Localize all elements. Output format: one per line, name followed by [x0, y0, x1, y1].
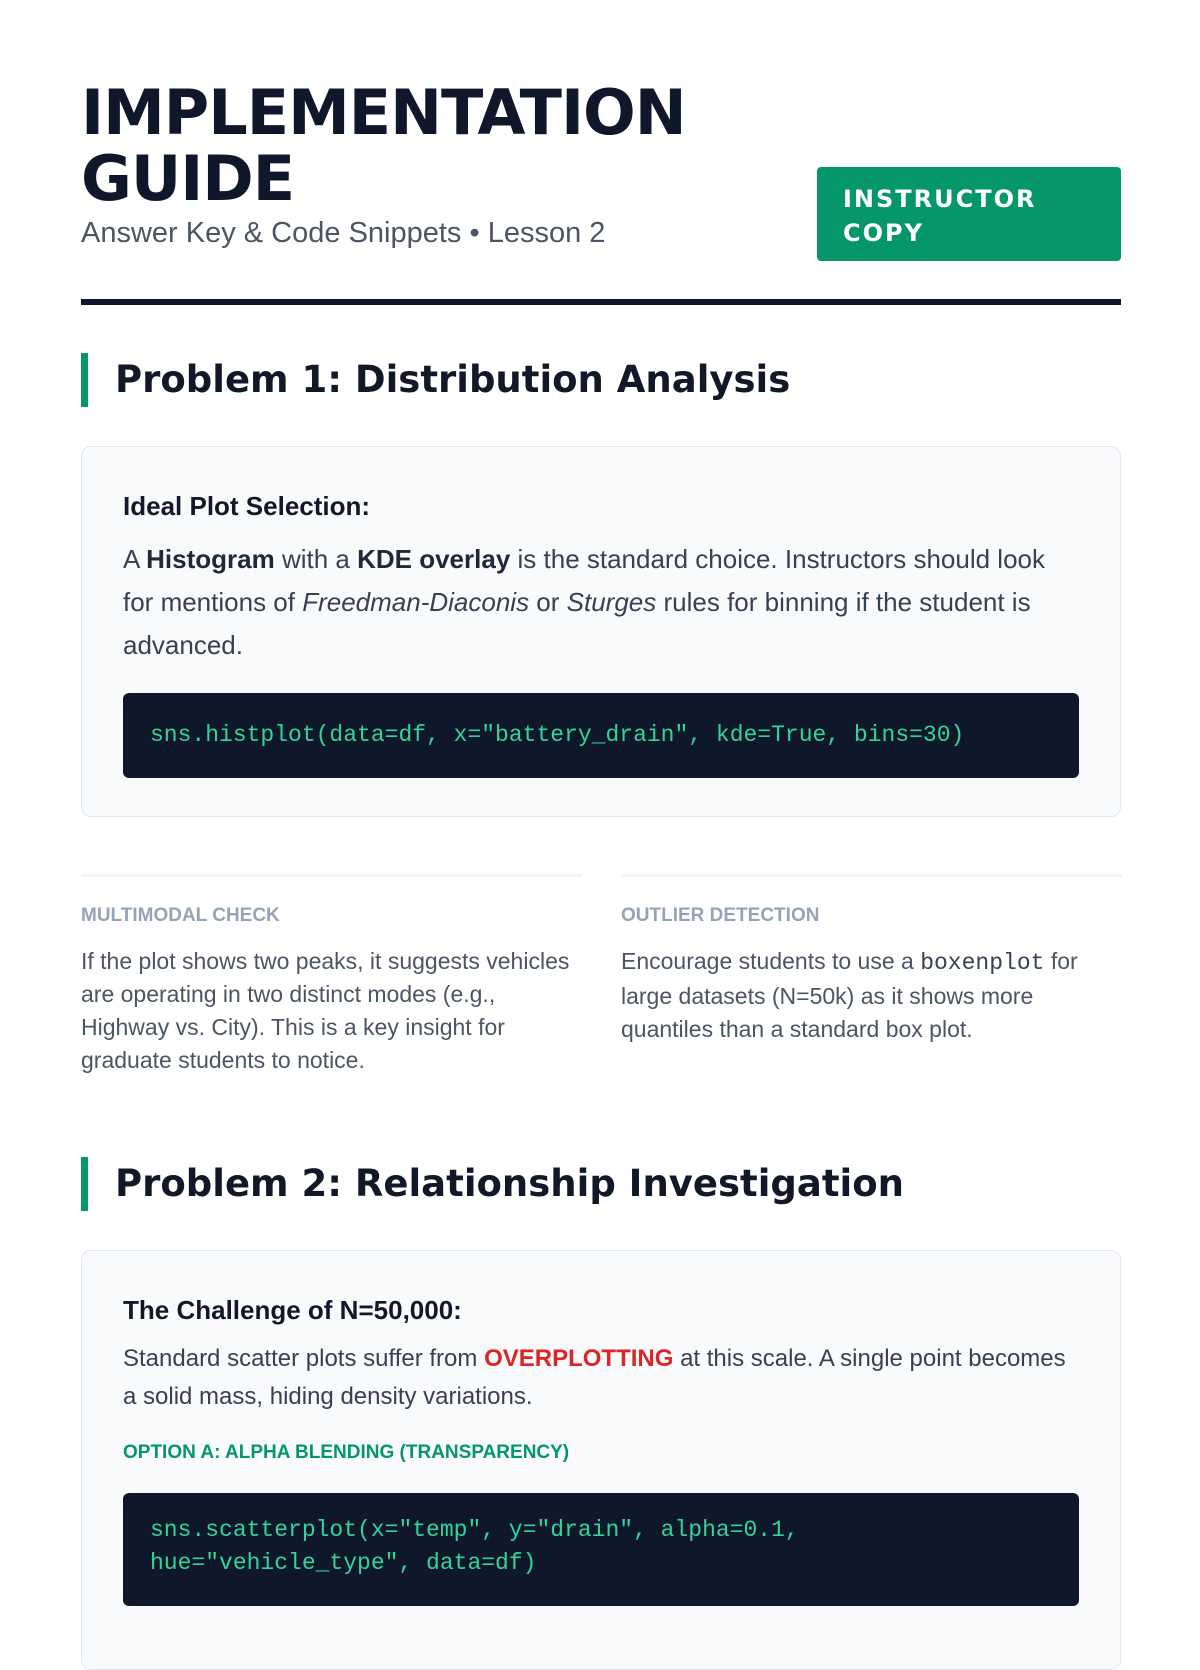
inline-code-boxenplot: boxenplot: [920, 950, 1045, 976]
problem-2-card: [81, 1250, 1121, 1670]
code-line: hue="vehicle_type", data=df): [150, 1550, 537, 1576]
problem-1-card: [81, 446, 1121, 817]
code-line: sns.scatterplot(x="temp", y="drain", alpha=0.1,: [150, 1517, 799, 1543]
card-title: Ideal Plot Selection:: [123, 491, 371, 521]
page-title: IMPLEMENTATION GUIDE: [81, 76, 686, 215]
emphasis-histogram: Histogram: [146, 544, 275, 574]
emphasis-sturges: Sturges: [566, 587, 657, 617]
outlier-detection-note: [621, 874, 1122, 1046]
card-description: A Histogram with a KDE overlay is the standard choice. Instructors should look for mentions of Freedman-Diaconis or Sturges rules for binning if the student is advanced.: [123, 544, 1046, 660]
page-subtitle: Answer Key & Code Snippets • Lesson 2: [81, 217, 606, 249]
option-a-label: OPTION A: ALPHA BLENDING (TRANSPARENCY): [123, 1442, 570, 1463]
card-title: The Challenge of N=50,000:: [123, 1295, 462, 1325]
emphasis-kde-overlay: KDE overlay: [357, 544, 511, 574]
problem-1-heading: Problem 1: Distribution Analysis: [81, 353, 1121, 407]
multimodal-check-note: [81, 874, 582, 1077]
note-text: Encourage students to use a boxenplot for large datasets (N=50k) as it shows more quantiles than a standard box plot.: [621, 948, 1078, 1042]
code-block-histplot[interactable]: sns.histplot(data=df, x="battery_drain", kde=True, bins=30): [123, 693, 1079, 778]
overplotting-warning: OVERPLOTTING: [484, 1345, 674, 1372]
code-block-scatterplot[interactable]: [123, 1493, 1079, 1606]
note-label: OUTLIER DETECTION: [621, 905, 820, 926]
instructor-copy-badge: INSTRUCTOR COPY: [817, 167, 1121, 261]
note-text: If the plot shows two peaks, it suggests vehicles are operating in two distinct modes (e.g., Highway vs. City). This is a key insight for graduate students to notice.: [81, 948, 570, 1073]
problem-2-heading: Problem 2: Relationship Investigation: [81, 1157, 1121, 1211]
card-description: Standard scatter plots suffer from OVERPLOTTING at this scale. A single point becomes a solid mass, hiding density variations.: [123, 1345, 1066, 1410]
header-divider: [81, 299, 1121, 305]
page-header: [81, 76, 1121, 310]
note-label: MULTIMODAL CHECK: [81, 905, 280, 926]
emphasis-freedman-diaconis: Freedman-Diaconis: [302, 587, 530, 617]
